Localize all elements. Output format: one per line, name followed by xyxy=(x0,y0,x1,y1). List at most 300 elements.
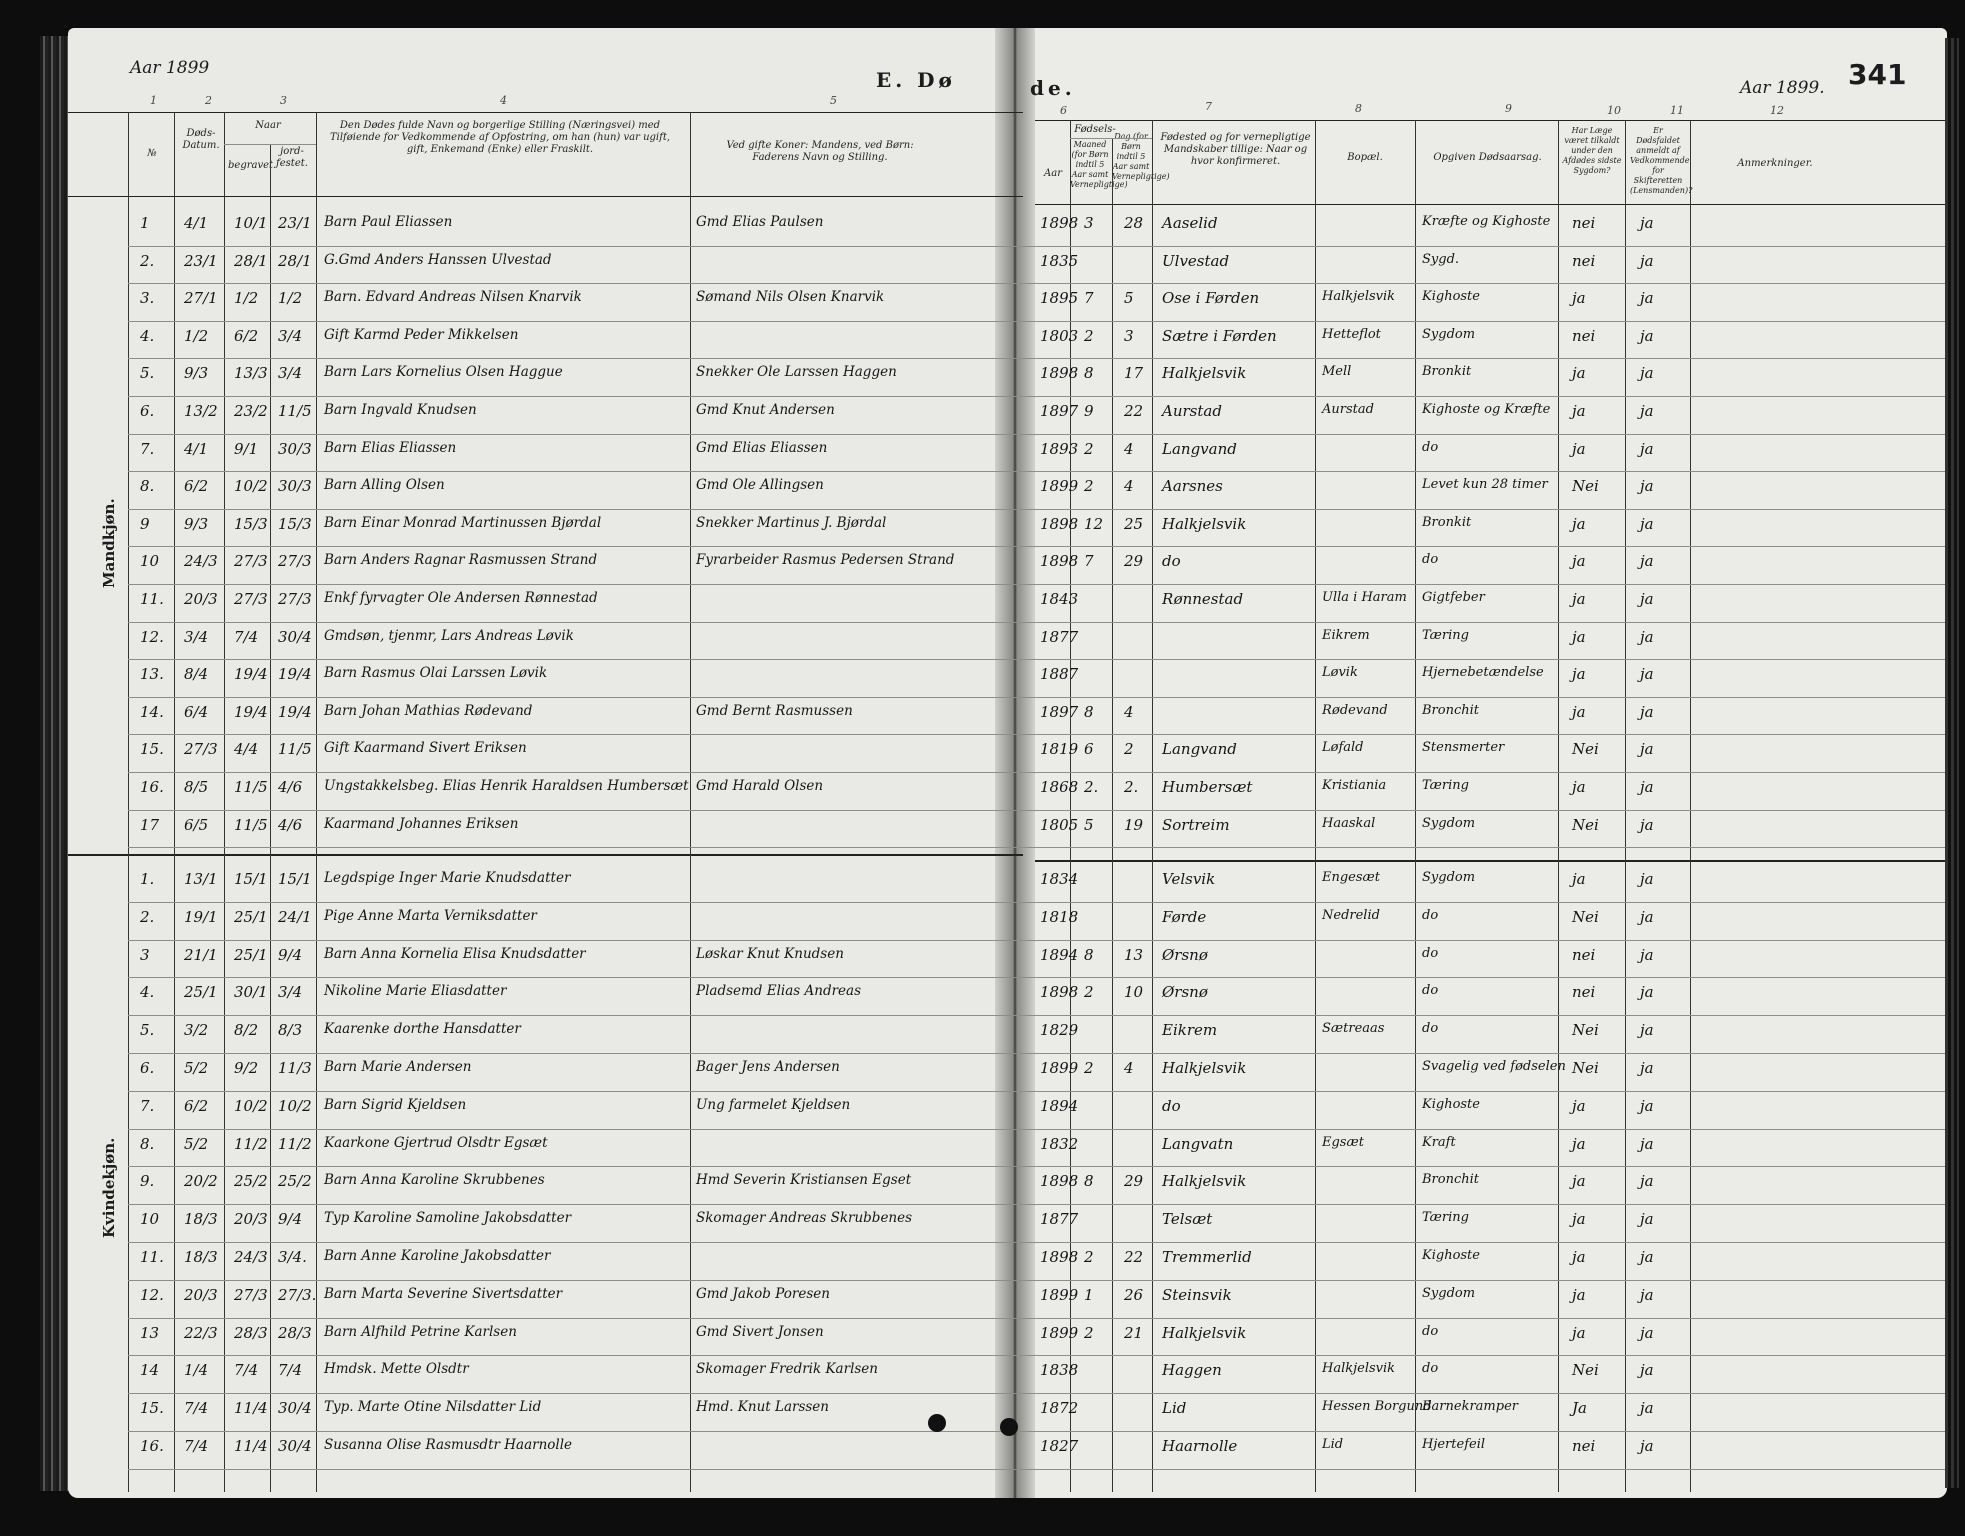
burial-date: 11/5 xyxy=(234,778,268,796)
col-header-aar: Aar xyxy=(1044,168,1062,179)
cause-of-death: Sygdom xyxy=(1422,1285,1476,1301)
residence: Hetteflot xyxy=(1322,326,1381,342)
burial-date: 4/4 xyxy=(234,740,259,759)
reported: ja xyxy=(1640,477,1654,496)
birth-month: 6 xyxy=(1084,740,1094,759)
row-rule xyxy=(128,358,1945,359)
burial-date: 13/3 xyxy=(234,364,268,383)
birth-day: 4 xyxy=(1124,439,1134,458)
spouse-or-parent: Hmd Severin Kristiansen Egset xyxy=(696,1172,912,1189)
doctor-called: ja xyxy=(1572,870,1586,888)
year-right: Aar 1899. xyxy=(1740,78,1825,98)
deceased-name: Barn Marta Severine Sivertsdatter xyxy=(324,1285,563,1302)
doctor-called: nei xyxy=(1572,1437,1596,1455)
birth-year: 1843 xyxy=(1040,590,1079,608)
birth-day: 29 xyxy=(1124,552,1144,571)
deceased-name: Barn Alfhild Petrine Karlsen xyxy=(324,1323,517,1340)
cause-of-death: Kighoste xyxy=(1422,1096,1480,1112)
col-number: 5 xyxy=(830,94,837,107)
burial-date: 10/1 xyxy=(234,214,268,232)
col-rule xyxy=(128,112,129,1492)
row-rule xyxy=(128,697,1945,698)
death-date: 1/4 xyxy=(184,1361,209,1380)
birth-month: 2. xyxy=(1084,778,1099,796)
birth-month: 2 xyxy=(1084,477,1094,496)
row-rule xyxy=(128,471,1945,472)
burial-date: 15/3 xyxy=(234,514,268,533)
birthplace: Ose i Førden xyxy=(1162,289,1260,308)
reported: ja xyxy=(1640,870,1654,888)
row-rule xyxy=(128,321,1945,322)
spouse-or-parent: Bager Jens Andersen xyxy=(696,1059,840,1075)
reported: ja xyxy=(1640,439,1654,458)
birth-year: 1868 xyxy=(1040,778,1079,796)
deceased-name: Barn. Edvard Andreas Nilsen Knarvik xyxy=(324,289,582,306)
col-header-jordfestet: jord-festet. xyxy=(276,146,308,169)
death-date: 4/1 xyxy=(184,439,209,458)
reported: ja xyxy=(1640,1096,1654,1115)
reported: ja xyxy=(1640,402,1654,420)
row-rule xyxy=(128,977,1945,978)
deceased-name: Gmdsøn, tjenmr, Lars Andreas Løvik xyxy=(324,627,574,644)
deceased-name: Barn Johan Mathias Rødevand xyxy=(324,702,533,719)
birth-month: 8 xyxy=(1084,1172,1094,1191)
birth-day: 5 xyxy=(1124,289,1134,308)
death-date: 3/4 xyxy=(184,627,209,646)
birth-month: 5 xyxy=(1084,815,1094,834)
doctor-called: ja xyxy=(1572,1172,1586,1191)
residence: Mell xyxy=(1322,364,1352,380)
header-rule xyxy=(1035,204,1945,205)
deceased-name: Ungstakkelsbeg. Elias Henrik Haraldsen Humbersæt xyxy=(324,778,689,794)
birth-year: 1803 xyxy=(1040,326,1079,345)
reported: ja xyxy=(1640,251,1654,270)
doctor-called: Nei xyxy=(1572,1361,1599,1380)
doctor-called: ja xyxy=(1572,665,1586,684)
cause-of-death: Sygdom xyxy=(1422,870,1476,885)
funeral-date: 3/4 xyxy=(278,983,303,1002)
entry-number: 15. xyxy=(140,740,164,759)
reported: ja xyxy=(1640,1210,1654,1229)
col-header-dodsaarsag: Opgiven Dødsaarsag. xyxy=(1433,152,1542,163)
entry-number: 8. xyxy=(140,477,155,496)
burial-date: 19/4 xyxy=(234,665,268,684)
birthplace: Telsæt xyxy=(1162,1210,1213,1229)
entry-number: 17 xyxy=(140,815,160,834)
row-rule xyxy=(128,1204,1945,1205)
burial-date: 9/2 xyxy=(234,1059,259,1077)
birth-year: 1897 xyxy=(1040,702,1079,721)
col-rule xyxy=(1152,120,1153,1492)
birth-day: 26 xyxy=(1124,1285,1144,1304)
cause-of-death: Hjernebetændelse xyxy=(1422,665,1544,681)
entry-number: 4. xyxy=(140,326,155,345)
col-number: 10 xyxy=(1607,104,1621,117)
entry-number: 8. xyxy=(140,1134,155,1153)
row-rule xyxy=(128,659,1945,660)
cause-of-death: Tæring xyxy=(1422,1210,1469,1226)
row-rule xyxy=(128,772,1945,773)
entry-number: 2. xyxy=(140,251,155,270)
entry-number: 7. xyxy=(140,1096,155,1115)
funeral-date: 28/1 xyxy=(278,251,312,270)
funeral-date: 30/4 xyxy=(278,627,312,646)
col-header-fodested: Fødested og for vernepligtige Mandskaber tillige: Naar og hvor konfirmeret. xyxy=(1160,132,1311,167)
col-number: 8 xyxy=(1355,102,1362,115)
deceased-name: Gift Karmd Peder Mikkelsen xyxy=(324,326,519,343)
birth-year: 1898 xyxy=(1040,364,1079,383)
reported: ja xyxy=(1640,326,1654,345)
doctor-called: ja xyxy=(1572,1210,1586,1229)
cause-of-death: Stensmerter xyxy=(1422,740,1505,756)
row-rule xyxy=(128,1166,1945,1167)
funeral-date: 15/1 xyxy=(278,870,312,888)
entry-number: 6. xyxy=(140,402,155,420)
death-date: 8/4 xyxy=(184,665,209,684)
birth-year: 1834 xyxy=(1040,870,1079,888)
cause-of-death: Sygdom xyxy=(1422,326,1476,342)
page-number: 341 xyxy=(1848,58,1907,91)
col-header-anmeldt: Er Dødsfaldet anmeldt af Vedkommende for Skifteretten (Lensmanden)? xyxy=(1630,126,1693,195)
entry-number: 14 xyxy=(140,1361,160,1380)
birthplace: Lid xyxy=(1162,1399,1187,1418)
doctor-called: ja xyxy=(1572,552,1586,571)
row-rule xyxy=(128,396,1945,397)
birthplace: Langvatn xyxy=(1162,1134,1234,1153)
cause-of-death: Barnekramper xyxy=(1422,1399,1518,1415)
entry-number: 11. xyxy=(140,1248,164,1266)
funeral-date: 3/4 xyxy=(278,364,303,383)
birth-month: 2 xyxy=(1084,983,1094,1002)
birth-day: 17 xyxy=(1124,364,1144,383)
birth-month: 3 xyxy=(1084,214,1094,232)
doctor-called: nei xyxy=(1572,214,1596,232)
birth-month: 2 xyxy=(1084,326,1094,345)
spouse-or-parent: Snekker Ole Larssen Haggen xyxy=(696,364,897,381)
birth-year: 1895 xyxy=(1040,289,1079,308)
death-date: 7/4 xyxy=(184,1437,209,1455)
reported: ja xyxy=(1640,945,1654,964)
deceased-name: Kaarmand Johannes Eriksen xyxy=(324,815,519,832)
burial-date: 6/2 xyxy=(234,326,259,345)
cause-of-death: Gigtfeber xyxy=(1422,590,1485,605)
col-header-bopael: Bopæl. xyxy=(1347,152,1383,163)
cause-of-death: do xyxy=(1422,1323,1439,1339)
col-header-dods-datum: Døds-Datum. xyxy=(182,128,220,151)
residence: Haaskal xyxy=(1322,815,1376,831)
col-number: 6 xyxy=(1060,104,1067,117)
burial-date: 24/3 xyxy=(234,1248,268,1266)
col-rule xyxy=(690,112,691,1492)
burial-date: 11/2 xyxy=(234,1134,268,1153)
entry-number: 1. xyxy=(140,870,155,888)
funeral-date: 7/4 xyxy=(278,1361,303,1380)
cause-of-death: do xyxy=(1422,1361,1439,1377)
reported: ja xyxy=(1640,289,1654,308)
cause-of-death: Kraft xyxy=(1422,1134,1456,1150)
reported: ja xyxy=(1640,1437,1654,1455)
spouse-or-parent: Løskar Knut Knudsen xyxy=(696,945,844,962)
death-date: 6/4 xyxy=(184,702,209,721)
col-header-name: Den Dødes fulde Navn og borgerlige Stilling (Næringsvei) med Tilføiende for Vedkommende af Opfostring, om han (hun) var ugift, gift, Enkemand (Enke) eller Fraskilt. xyxy=(329,120,671,155)
birth-year: 1877 xyxy=(1040,1210,1079,1229)
cause-of-death: do xyxy=(1422,1021,1439,1037)
deceased-name: Typ. Marte Otine Nilsdatter Lid xyxy=(324,1399,542,1416)
birthplace: Ørsnø xyxy=(1162,945,1208,964)
deceased-name: Kaarenke dorthe Hansdatter xyxy=(324,1021,521,1038)
entry-number: 7. xyxy=(140,439,155,458)
deceased-name: Barn Einar Monrad Martinussen Bjørdal xyxy=(324,514,602,531)
funeral-date: 4/6 xyxy=(278,815,303,834)
burial-date: 10/2 xyxy=(234,1096,268,1115)
birth-year: 1894 xyxy=(1040,1096,1079,1115)
row-rule xyxy=(128,734,1945,735)
deceased-name: Typ Karoline Samoline Jakobsdatter xyxy=(324,1210,572,1227)
cause-of-death: do xyxy=(1422,945,1439,961)
doctor-called: ja xyxy=(1572,778,1586,796)
entry-number: 3. xyxy=(140,289,155,308)
spouse-or-parent: Snekker Martinus J. Bjørdal xyxy=(696,514,887,531)
death-date: 27/1 xyxy=(184,289,218,308)
reported: ja xyxy=(1640,1361,1654,1380)
cause-of-death: Bronkit xyxy=(1422,364,1472,380)
funeral-date: 27/3. xyxy=(278,1285,317,1304)
birth-year: 1838 xyxy=(1040,1361,1079,1380)
residence: Hessen Borgund xyxy=(1322,1399,1432,1415)
birth-year: 1899 xyxy=(1040,1285,1079,1304)
birth-month: 1 xyxy=(1084,1285,1094,1304)
birth-day: 4 xyxy=(1124,477,1134,496)
burial-date: 23/2 xyxy=(234,402,268,420)
funeral-date: 10/2 xyxy=(278,1096,312,1115)
death-date: 24/3 xyxy=(184,552,218,571)
birth-year: 1818 xyxy=(1040,907,1079,926)
birthplace: Langvand xyxy=(1162,439,1237,458)
birth-month: 7 xyxy=(1084,552,1094,571)
row-rule xyxy=(128,434,1945,435)
birthplace: Haarnolle xyxy=(1162,1437,1238,1455)
death-date: 5/2 xyxy=(184,1059,209,1077)
birth-day: 2 xyxy=(1124,740,1134,759)
row-rule xyxy=(128,1053,1945,1054)
col-number: 2 xyxy=(205,94,212,107)
col-rule xyxy=(1112,138,1113,1492)
death-date: 20/3 xyxy=(184,1285,218,1304)
birth-month: 2 xyxy=(1084,439,1094,458)
row-rule xyxy=(128,940,1945,941)
birth-year: 1899 xyxy=(1040,1323,1079,1342)
residence: Ulla i Haram xyxy=(1322,590,1407,605)
birth-year: 1827 xyxy=(1040,1437,1079,1455)
birthplace: Langvand xyxy=(1162,740,1237,759)
birth-year: 1898 xyxy=(1040,214,1079,232)
deceased-name: Nikoline Marie Eliasdatter xyxy=(324,983,507,1000)
funeral-date: 27/3 xyxy=(278,552,312,571)
header-rule xyxy=(1035,120,1945,121)
spouse-or-parent: Gmd Elias Paulsen xyxy=(696,214,824,230)
birth-year: 1898 xyxy=(1040,552,1079,571)
cause-of-death: Kighoste og Kræfte xyxy=(1422,402,1551,417)
birthplace: Tremmerlid xyxy=(1162,1248,1252,1266)
entry-number: 10 xyxy=(140,552,160,571)
year-left: Aar 1899 xyxy=(130,58,210,78)
doctor-called: ja xyxy=(1572,1134,1586,1153)
birth-year: 1899 xyxy=(1040,1059,1079,1077)
row-rule xyxy=(128,1318,1945,1319)
death-date: 6/5 xyxy=(184,815,209,834)
row-rule xyxy=(128,1242,1945,1243)
burial-date: 25/2 xyxy=(234,1172,268,1191)
funeral-date: 27/3 xyxy=(278,590,312,608)
deceased-name: Barn Sigrid Kjeldsen xyxy=(324,1096,467,1113)
title-left: E. Dø xyxy=(876,68,956,92)
birth-month: 8 xyxy=(1084,364,1094,383)
spouse-or-parent: Hmd. Knut Larssen xyxy=(696,1399,829,1416)
birthplace: Eikrem xyxy=(1162,1021,1218,1040)
doctor-called: ja xyxy=(1572,702,1586,721)
burial-date: 1/2 xyxy=(234,289,259,308)
death-date: 8/5 xyxy=(184,778,209,796)
death-date: 6/2 xyxy=(184,1096,209,1115)
row-rule xyxy=(128,1431,1945,1432)
col-header-laege: Har Læge været tilkaldt under den Afdødes sidste Sygdom? xyxy=(1562,126,1622,175)
col-header-naar: Naar xyxy=(255,120,281,131)
deceased-name: Barn Anna Karoline Skrubbenes xyxy=(324,1172,545,1189)
death-date: 19/1 xyxy=(184,907,218,926)
col-rule xyxy=(1558,120,1559,1492)
burial-date: 30/1 xyxy=(234,983,268,1002)
doctor-called: ja xyxy=(1572,1285,1586,1304)
col-number: 3 xyxy=(280,94,287,107)
header-rule xyxy=(68,112,1023,113)
birth-year: 1872 xyxy=(1040,1399,1079,1418)
death-date: 7/4 xyxy=(184,1399,209,1418)
birthplace: Ulvestad xyxy=(1162,251,1230,270)
birth-month: 9 xyxy=(1084,402,1094,420)
birth-day: 4 xyxy=(1124,702,1134,721)
row-rule xyxy=(128,1015,1945,1016)
doctor-called: ja xyxy=(1572,289,1586,308)
birth-day: 10 xyxy=(1124,983,1144,1002)
col-header-parent: Ved gifte Koner: Mandens, ved Børn: Faderens Navn og Stilling. xyxy=(726,140,914,163)
col-number: 11 xyxy=(1670,104,1684,117)
burial-date: 8/2 xyxy=(234,1021,259,1040)
burial-date: 19/4 xyxy=(234,702,268,721)
doctor-called: Nei xyxy=(1572,740,1599,759)
burial-date: 7/4 xyxy=(234,627,259,646)
entry-number: 9. xyxy=(140,1172,155,1191)
col-header-anmerkninger: Anmerkninger. xyxy=(1737,158,1813,169)
deceased-name: Kaarkone Gjertrud Olsdtr Egsæt xyxy=(324,1134,548,1151)
entry-number: 13. xyxy=(140,665,164,684)
reported: ja xyxy=(1640,1285,1654,1304)
death-date: 20/3 xyxy=(184,590,218,608)
entry-number: 11. xyxy=(140,590,164,608)
col-rule xyxy=(1625,120,1626,1492)
cause-of-death: do xyxy=(1422,907,1439,923)
burial-date: 27/3 xyxy=(234,1285,268,1304)
residence: Løfald xyxy=(1322,740,1364,756)
death-date: 3/2 xyxy=(184,1021,209,1040)
birth-day: 4 xyxy=(1124,1059,1134,1077)
birth-year: 1877 xyxy=(1040,627,1079,646)
death-date: 21/1 xyxy=(184,945,218,964)
birthplace: Sortreim xyxy=(1162,815,1230,834)
funeral-date: 1/2 xyxy=(278,289,303,308)
death-date: 20/2 xyxy=(184,1172,218,1191)
funeral-date: 8/3 xyxy=(278,1021,303,1040)
spouse-or-parent: Skomager Fredrik Karlsen xyxy=(696,1361,878,1378)
cause-of-death: Tæring xyxy=(1422,627,1469,643)
residence: Halkjelsvik xyxy=(1322,289,1396,305)
cause-of-death: Svagelig ved fødselen xyxy=(1422,1059,1566,1074)
funeral-date: 9/4 xyxy=(278,945,303,964)
row-rule xyxy=(128,622,1945,623)
birth-year: 1894 xyxy=(1040,945,1079,964)
funeral-date: 30/4 xyxy=(278,1437,312,1455)
death-date: 9/3 xyxy=(184,364,209,383)
funeral-date: 11/5 xyxy=(278,740,312,759)
birthplace: Halkjelsvik xyxy=(1162,364,1247,383)
birthplace: Aurstad xyxy=(1162,402,1222,420)
death-date: 23/1 xyxy=(184,251,218,270)
birth-month: 2 xyxy=(1084,1059,1094,1077)
burial-date: 11/5 xyxy=(234,815,268,834)
residence: Lid xyxy=(1322,1437,1344,1452)
col-number: 1 xyxy=(150,94,157,107)
birth-day: 22 xyxy=(1124,1248,1144,1266)
book-spine xyxy=(995,28,1035,1498)
row-rule xyxy=(128,509,1945,510)
subheader-rule xyxy=(224,144,316,145)
doctor-called: ja xyxy=(1572,1096,1586,1115)
birth-month: 8 xyxy=(1084,702,1094,721)
entry-number: 3 xyxy=(140,945,150,964)
birth-year: 1819 xyxy=(1040,740,1079,759)
col-number: 9 xyxy=(1505,102,1512,115)
funeral-date: 28/3 xyxy=(278,1323,312,1342)
entry-number: 5. xyxy=(140,1021,155,1040)
funeral-date: 15/3 xyxy=(278,514,312,533)
reported: ja xyxy=(1640,1059,1654,1077)
funeral-date: 11/5 xyxy=(278,402,312,420)
residence: Rødevand xyxy=(1322,702,1388,718)
row-rule xyxy=(128,1393,1945,1394)
doctor-called: nei xyxy=(1572,983,1596,1002)
birth-year: 1893 xyxy=(1040,439,1079,458)
residence: Halkjelsvik xyxy=(1322,1361,1396,1377)
deceased-name: Legdspige Inger Marie Knudsdatter xyxy=(324,870,571,886)
birthplace: do xyxy=(1162,552,1181,571)
birth-year: 1805 xyxy=(1040,815,1079,834)
deceased-name: Barn Ingvald Knudsen xyxy=(324,402,477,418)
deceased-name: Barn Lars Kornelius Olsen Haggue xyxy=(324,364,563,381)
birth-year: 1887 xyxy=(1040,665,1079,684)
entry-number: 14. xyxy=(140,702,164,721)
reported: ja xyxy=(1640,364,1654,383)
funeral-date: 4/6 xyxy=(278,778,303,796)
deceased-name: Barn Paul Eliassen xyxy=(324,214,453,230)
col-rule xyxy=(1315,120,1316,1492)
cause-of-death: Bronkit xyxy=(1422,514,1472,530)
funeral-date: 25/2 xyxy=(278,1172,312,1191)
birth-year: 1898 xyxy=(1040,514,1079,533)
reported: ja xyxy=(1640,1134,1654,1153)
birthplace: Halkjelsvik xyxy=(1162,514,1247,533)
birth-year: 1898 xyxy=(1040,983,1079,1002)
death-date: 5/2 xyxy=(184,1134,209,1153)
cause-of-death: do xyxy=(1422,439,1439,455)
